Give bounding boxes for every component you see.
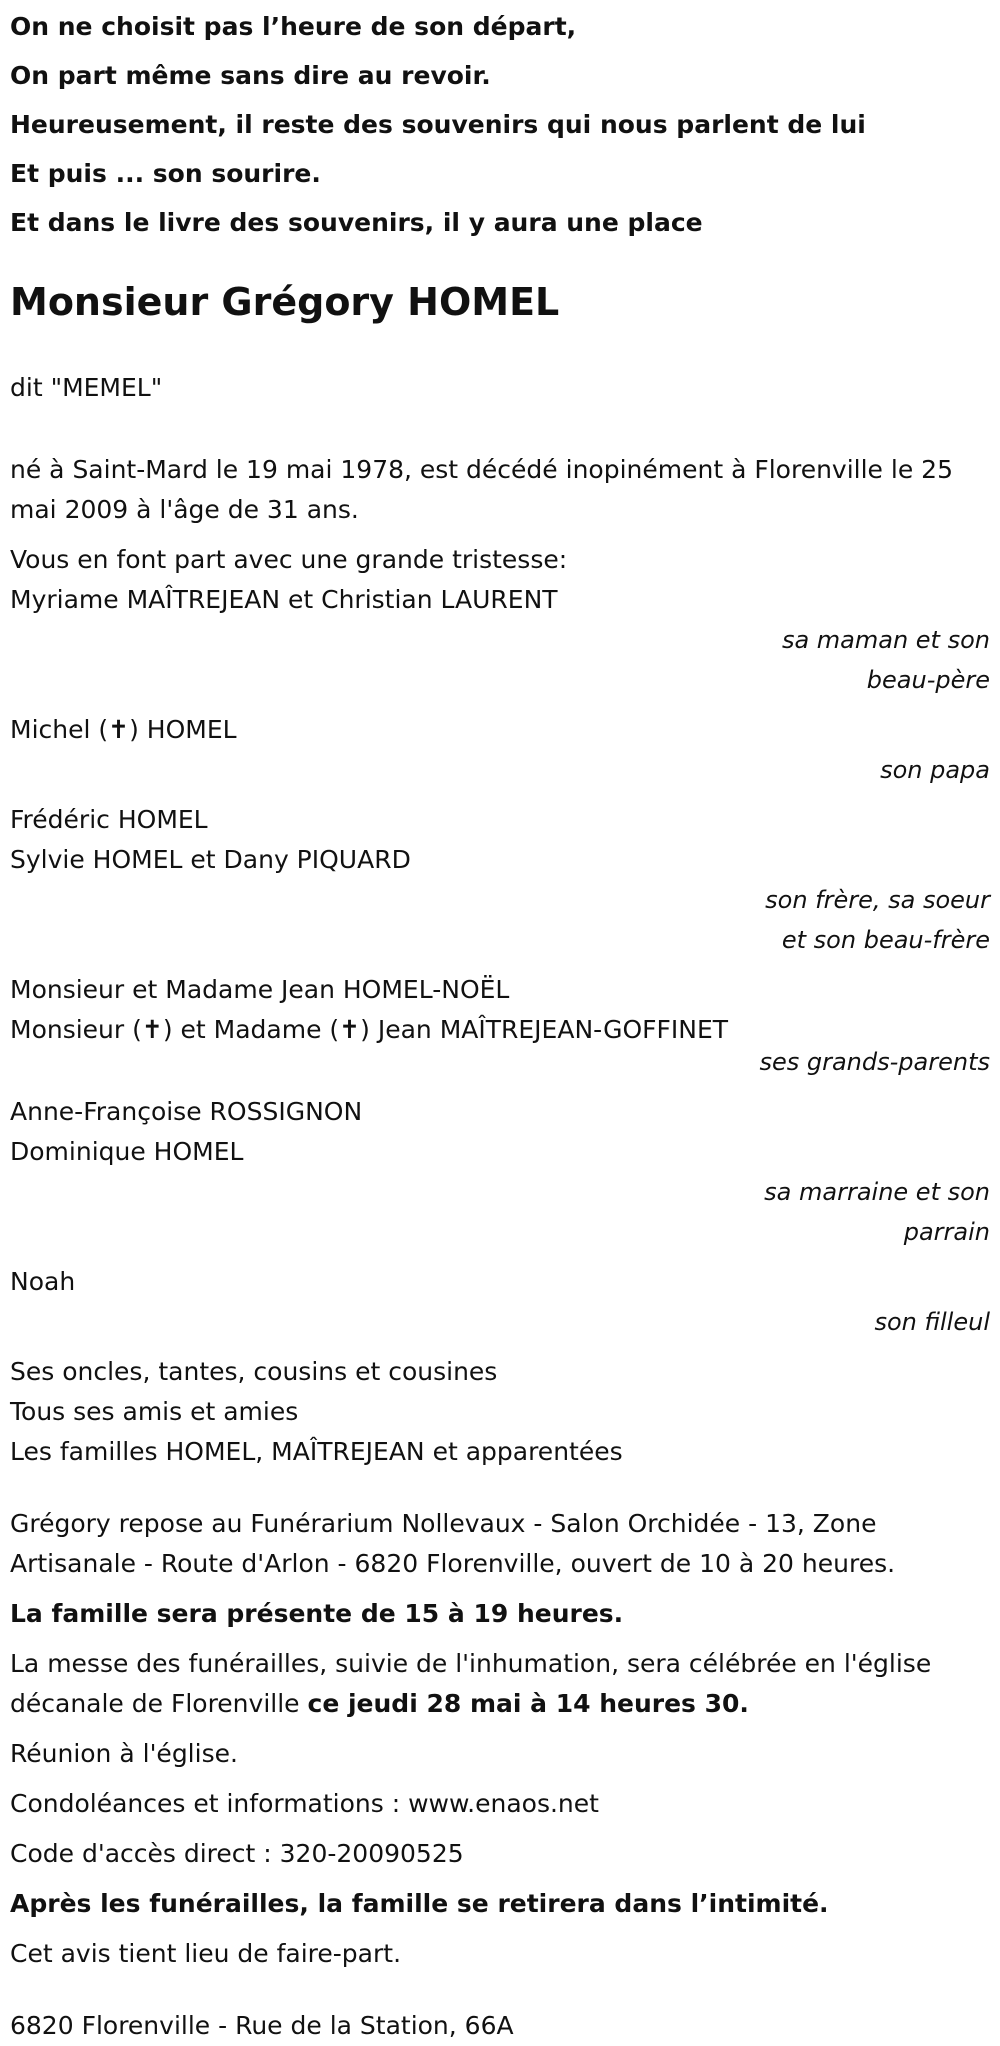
poem-line: Heureusement, il reste des souvenirs qui nous parlent de lui [10, 110, 866, 139]
family-group [10, 1092, 990, 1252]
rest-place: Grégory repose au Funérarium Nollevaux - Salon Orchidée - 13, Zone Artisanale - Route d'Arlon - 6820 Florenville, ouvert de 10 à 20 heures. [10, 1509, 896, 1578]
family-group [10, 800, 990, 960]
family-name: Anne-Françoise ROSSIGNON [10, 1097, 363, 1126]
family-name: Michel (✝) HOMEL [10, 715, 237, 744]
family-name: Myriame MAÎTREJEAN et Christian LAURENT [10, 585, 558, 614]
family-name: Dominique HOMEL [10, 1137, 244, 1166]
deceased-name: Monsieur Grégory HOMEL [10, 280, 560, 324]
poem-line: On ne choisit pas l’heure de son départ, [10, 12, 577, 41]
announce-intro: Vous en font part avec une grande tristesse: [10, 545, 568, 574]
family-relation: parrain [903, 1218, 990, 1246]
family-group [10, 970, 990, 1082]
faire-part-notice: Cet avis tient lieu de faire-part. [10, 1939, 402, 1968]
family-name: Sylvie HOMEL et Dany PIQUARD [10, 845, 411, 874]
family-relation: son filleul [874, 1308, 990, 1336]
family-relation: sa maman et son [781, 626, 990, 654]
mass-date: ce jeudi 28 mai à 14 heures 30. [307, 1689, 749, 1718]
birth-death: né à Saint-Mard le 19 mai 1978, est décédé inopinément à Florenville le 25 mai 2009 à l'âge de 31 ans. [10, 455, 953, 524]
obituary-page [10, 0, 990, 2046]
family-relation: beau-père [866, 666, 990, 694]
family-name: Frédéric HOMEL [10, 805, 208, 834]
poem-line: Et dans le livre des souvenirs, il y aura une place [10, 208, 703, 237]
family-name: Noah [10, 1267, 76, 1296]
poem [10, 0, 990, 247]
family-group [10, 580, 990, 700]
poem-line: Et puis ... son sourire. [10, 159, 321, 188]
family-present: La famille sera présente de 15 à 19 heures. [10, 1599, 624, 1628]
other-relatives-line: Les familles HOMEL, MAÎTREJEAN et apparentées [10, 1437, 623, 1466]
mass-info [10, 1644, 990, 1724]
other-relatives [10, 1352, 990, 1472]
intimacy-notice: Après les funérailles, la famille se retirera dans l’intimité. [10, 1889, 829, 1918]
access-code: Code d'accès direct : 320-20090525 [10, 1839, 464, 1868]
family-relation: son frère, sa soeur [765, 886, 990, 914]
poem-line: On part même sans dire au revoir. [10, 61, 491, 90]
address: 6820 Florenville - Rue de la Station, 66A [10, 2011, 514, 2040]
family-group [10, 1262, 990, 1342]
family-name: Monsieur et Madame Jean HOMEL-NOËL [10, 975, 510, 1004]
family-relation: et son beau-frère [781, 926, 990, 954]
family-relation: sa marraine et son [764, 1178, 990, 1206]
family-relation: ses grands-parents [759, 1048, 990, 1076]
nickname: dit "MEMEL" [10, 373, 163, 402]
condolences: Condoléances et informations : www.enaos.net [10, 1789, 599, 1818]
family-group [10, 710, 990, 790]
meeting: Réunion à l'église. [10, 1739, 238, 1768]
other-relatives-line: Ses oncles, tantes, cousins et cousines [10, 1357, 498, 1386]
family-relation: son papa [880, 756, 990, 784]
other-relatives-line: Tous ses amis et amies [10, 1397, 299, 1426]
family-name: Monsieur (✝) et Madame (✝) Jean MAÎTREJEAN-GOFFINET [10, 1015, 729, 1044]
mass-text: La messe des funérailles, suivie de l'inhumation, sera célébrée en l'église décanale de Florenville [10, 1649, 932, 1718]
